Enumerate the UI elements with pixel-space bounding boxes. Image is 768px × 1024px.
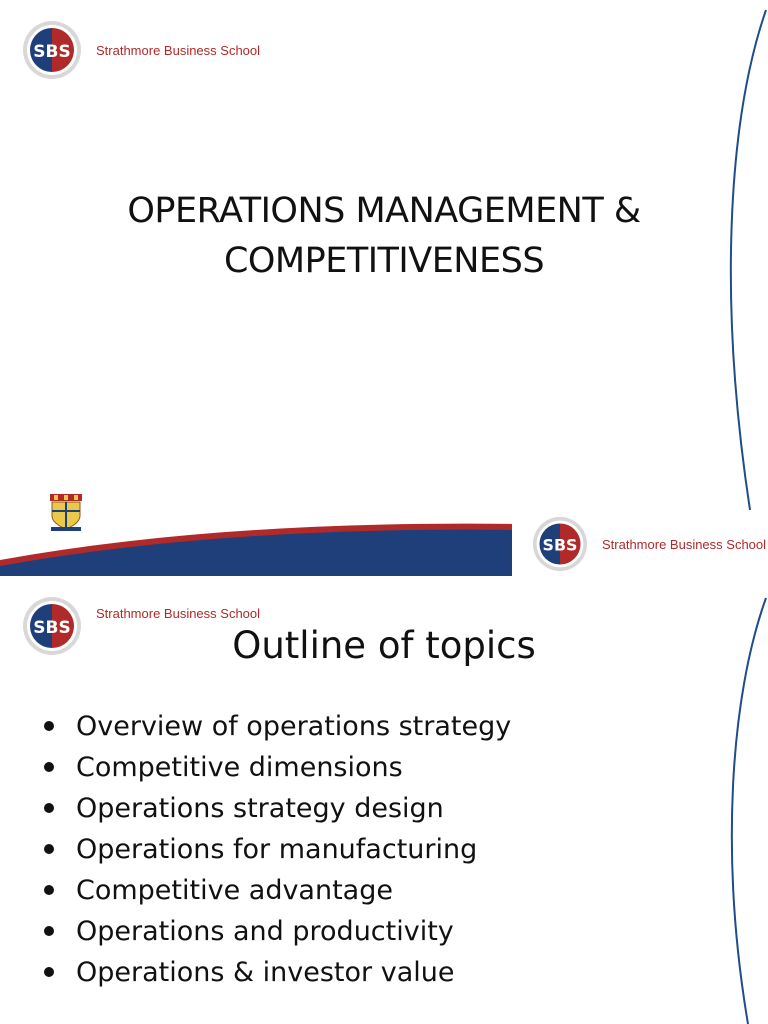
svg-text:SBS: SBS: [33, 42, 71, 62]
slide-title: [0, 186, 768, 286]
list-item: Competitive advantage: [44, 870, 511, 911]
bullet-icon: [44, 885, 54, 895]
school-name: Strathmore Business School: [96, 605, 261, 621]
list-item: Operations strategy design: [44, 788, 511, 829]
sbs-logo-icon: [532, 516, 588, 572]
footer-school-name: Strathmore Business School: [602, 536, 767, 552]
decorative-curve: [708, 0, 768, 576]
bullet-icon: [44, 762, 54, 772]
svg-text:SBS: SBS: [542, 535, 578, 555]
bullet-icon: [44, 926, 54, 936]
footer-logo-panel: [512, 512, 768, 576]
bullet-icon: [44, 967, 54, 977]
list-item: Competitive dimensions: [44, 747, 511, 788]
list-item: Operations and productivity: [44, 911, 511, 952]
topic-list: [44, 706, 511, 993]
list-item: Overview of operations strategy: [44, 706, 511, 747]
title-line-1: OPERATIONS MANAGEMENT &: [127, 191, 641, 231]
school-name: Strathmore Business School: [96, 42, 261, 58]
sbs-logo-icon: [22, 20, 82, 80]
bullet-icon: [44, 844, 54, 854]
slide-title: Outline of topics: [232, 624, 536, 667]
list-item: Operations & investor value: [44, 952, 511, 993]
sbs-logo: [22, 20, 260, 80]
outline-slide: [0, 588, 768, 1024]
slide-divider: [0, 576, 768, 588]
bullet-icon: [44, 721, 54, 731]
list-item: Operations for manufacturing: [44, 829, 511, 870]
svg-text:SBS: SBS: [33, 618, 71, 638]
footer-sbs-logo: [532, 516, 766, 572]
title-line-2: COMPETITIVENESS: [223, 241, 545, 281]
bullet-icon: [44, 803, 54, 813]
